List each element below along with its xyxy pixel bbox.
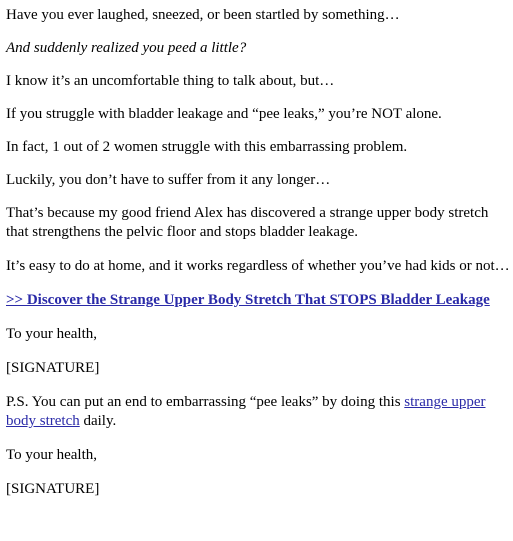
paragraph-statistic: In fact, 1 out of 2 women struggle with this embarrassing problem. xyxy=(6,139,408,155)
paragraph-luckily: Luckily, you don’t have to suffer from it any longer… xyxy=(6,172,331,188)
ps-text-suffix: daily. xyxy=(79,413,117,429)
paragraph-not-alone: If you struggle with bladder leakage and “pee leaks,” you’re NOT alone. xyxy=(6,106,442,122)
ps-paragraph xyxy=(6,393,513,431)
italic-text: And suddenly realized you peed a little? xyxy=(6,40,247,56)
paragraph-discovery: That’s because my good friend Alex has discovered a strange upper body stretch that strengthens the pelvic floor and stops bladder leakage. xyxy=(6,205,489,240)
paragraph-opening-question: Have you ever laughed, sneezed, or been startled by something… xyxy=(6,7,400,23)
signature-first: [SIGNATURE] xyxy=(6,360,100,376)
paragraph-easy-at-home: It’s easy to do at home, and it works regardless of whether you’ve had kids or not… xyxy=(6,258,510,274)
signoff-second: To your health, xyxy=(6,447,98,463)
cta-paragraph xyxy=(6,291,513,310)
signoff-first: To your health, xyxy=(6,326,98,342)
ps-text-prefix: P.S. You can put an end to embarrassing “pee leaks” by doing this xyxy=(6,394,405,410)
ps-stretch-link[interactable]: strange upper body stretch xyxy=(6,394,486,429)
signature-second: [SIGNATURE] xyxy=(6,481,100,497)
paragraph-realization xyxy=(6,39,513,58)
paragraph-uncomfortable: I know it’s an uncomfortable thing to talk about, but… xyxy=(6,73,335,89)
cta-link[interactable]: >> Discover the Strange Upper Body Stretch That STOPS Bladder Leakage xyxy=(6,292,490,308)
